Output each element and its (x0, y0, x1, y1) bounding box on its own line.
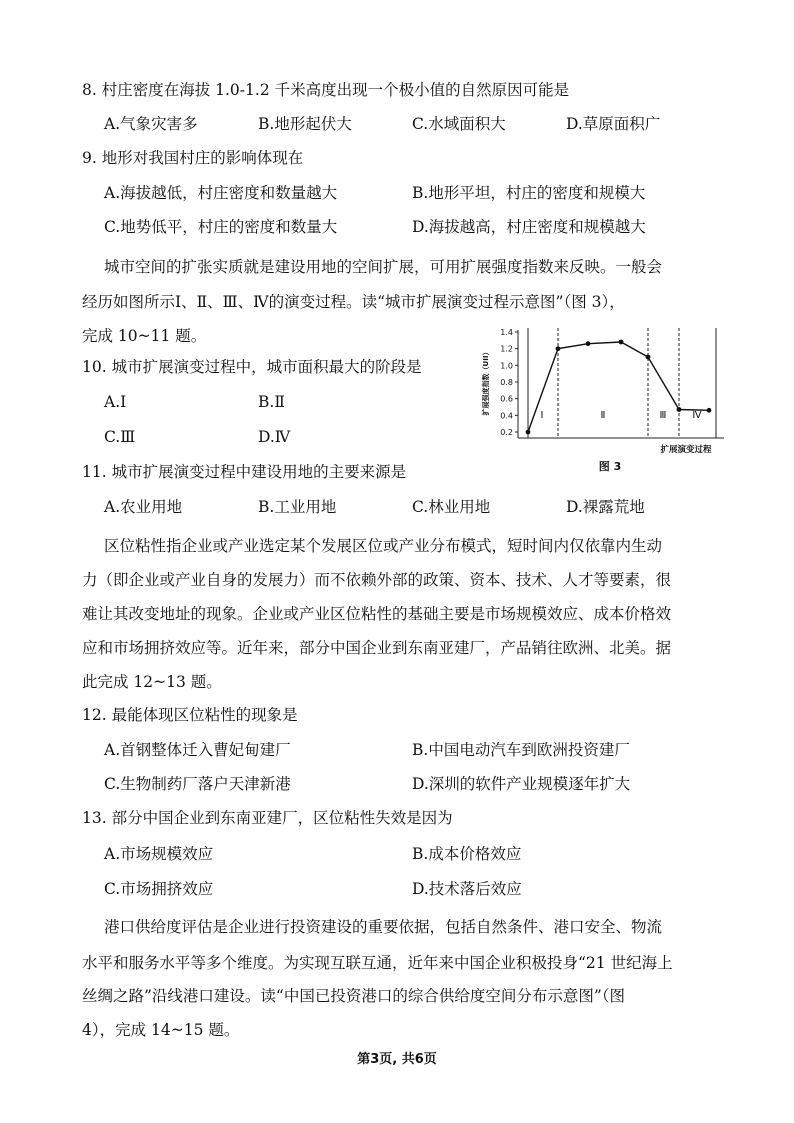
question-9-option-c: C.地势低平，村庄的密度和数量大 (104, 218, 338, 236)
data-point (646, 355, 651, 360)
data-point (619, 340, 624, 345)
passage-2-line-1: 区位粘性指企业或产业选定某个发展区位或产业分布模式，短时间内仅依靠内生动 (104, 537, 663, 555)
question-12-stem: 12. 最能体现区位粘性的现象是 (82, 706, 298, 724)
question-13-option-a: A.市场规模效应 (104, 845, 214, 863)
passage-1-line-3: 完成 10~11 题。 (82, 327, 207, 345)
passage-1-line-1: 城市空间的扩张实质就是建设用地的空间扩展，可用扩展强度指数来反映。一般会 (104, 258, 663, 276)
y-tick-label: 1.0 (500, 361, 513, 371)
question-8-option-c: C.水域面积大 (412, 115, 506, 133)
passage-2-line-5: 此完成 12~13 题。 (82, 673, 222, 691)
question-11-stem: 11. 城市扩展演变过程中建设用地的主要来源是 (82, 463, 407, 481)
data-point (707, 408, 712, 413)
question-11-option-b: B.工业用地 (258, 498, 337, 516)
question-13-option-c: C.市场拥挤效应 (104, 880, 214, 898)
question-8-option-b: B.地形起伏大 (258, 115, 352, 133)
passage-3-line-3: 丝绸之路”沿线港口建设。读“中国已投资港口的综合供给度空间分布示意图”（图 (82, 987, 626, 1005)
passage-3-line-1: 港口供给度评估是企业进行投资建设的重要依据，包括自然条件、港口安全、物流 (104, 918, 663, 936)
y-tick-label: 0.2 (500, 428, 513, 437)
y-tick-label: 1.2 (500, 344, 513, 354)
question-11-option-a: A.农业用地 (104, 498, 183, 516)
data-point (556, 346, 561, 351)
figure-caption: 图 3 (598, 460, 622, 472)
y-tick-label: 0.4 (500, 411, 513, 421)
question-13-stem: 13. 部分中国企业到东南亚建厂，区位粘性失效是因为 (82, 809, 453, 827)
page-footer: 第3页, 共6页 (357, 1052, 437, 1067)
stage-label: Ⅰ (540, 410, 544, 421)
stage-label: Ⅳ (692, 410, 702, 421)
question-10-stem: 10. 城市扩展演变过程中，城市面积最大的阶段是 (82, 358, 422, 376)
data-point (677, 407, 682, 412)
passage-2-line-3: 难让其改变地址的现象。企业或产业区位粘性的基础主要是市场规模效应、成本价格效 (82, 605, 672, 623)
question-12-option-d: D.深圳的软件产业规模逐年扩大 (412, 775, 631, 793)
y-tick-label: 1.4 (500, 328, 513, 337)
series-line (528, 342, 709, 432)
y-tick-label: 0.8 (500, 378, 513, 387)
question-9-stem: 9. 地形对我国村庄的影响体现在 (82, 149, 304, 167)
figure-3-chart (476, 324, 728, 472)
question-12-option-b: B.中国电动汽车到欧洲投资建厂 (412, 741, 630, 759)
passage-3-line-4: 4），完成 14~15 题。 (82, 1021, 240, 1039)
passage-3-line-2: 水平和服务水平等多个维度。为实现互联互通，近年来中国企业积极投身“21 世纪海上 (82, 954, 673, 972)
question-13-option-d: D.技术落后效应 (412, 880, 522, 898)
x-axis-label: 扩展演变过程 (660, 445, 712, 455)
question-11-option-d: D.裸露荒地 (566, 498, 645, 516)
question-9-option-b: B.地形平坦，村庄的密度和规模大 (412, 184, 646, 202)
y-axis-label: 扩展强度指数（UII） (482, 348, 490, 416)
question-8-option-a: A.气象灾害多 (104, 115, 198, 133)
stage-label: Ⅱ (600, 410, 606, 421)
question-9-option-a: A.海拔越低，村庄密度和数量越大 (104, 184, 338, 202)
question-10-option-d: D.Ⅳ (258, 428, 291, 446)
y-tick-label: 0.6 (500, 394, 513, 404)
passage-2-line-2: 力（即企业或产业自身的发展力）而不依赖外部的政策、资本、技术、人才等要素，很 (82, 571, 672, 589)
question-8-option-d: D.草原面积广 (566, 115, 661, 133)
question-10-option-b: B.Ⅱ (258, 393, 285, 411)
data-point (526, 430, 531, 435)
stage-label: Ⅲ (659, 410, 667, 421)
question-12-option-a: A.首钢整体迁入曹妃甸建厂 (104, 741, 291, 759)
passage-1-line-2: 经历如图所示Ⅰ、Ⅱ、Ⅲ、Ⅳ的演变过程。读“城市扩展演变过程示意图”（图 3）， (82, 293, 625, 311)
question-12-option-c: C.生物制药厂落户天津新港 (104, 775, 291, 793)
question-10-option-a: A.Ⅰ (104, 393, 127, 411)
passage-2-line-4: 应和市场拥挤效应等。近年来，部分中国企业到东南亚建厂，产品销往欧洲、北美。据 (82, 639, 672, 657)
question-10-option-c: C.Ⅲ (104, 428, 136, 446)
question-11-option-c: C.林业用地 (412, 498, 491, 516)
question-8-stem: 8. 村庄密度在海拔 1.0-1.2 千米高度出现一个极小值的自然原因可能是 (82, 81, 570, 99)
question-13-option-b: B.成本价格效应 (412, 845, 522, 863)
data-point (586, 341, 591, 346)
question-9-option-d: D.海拔越高，村庄密度和规模越大 (412, 218, 646, 236)
